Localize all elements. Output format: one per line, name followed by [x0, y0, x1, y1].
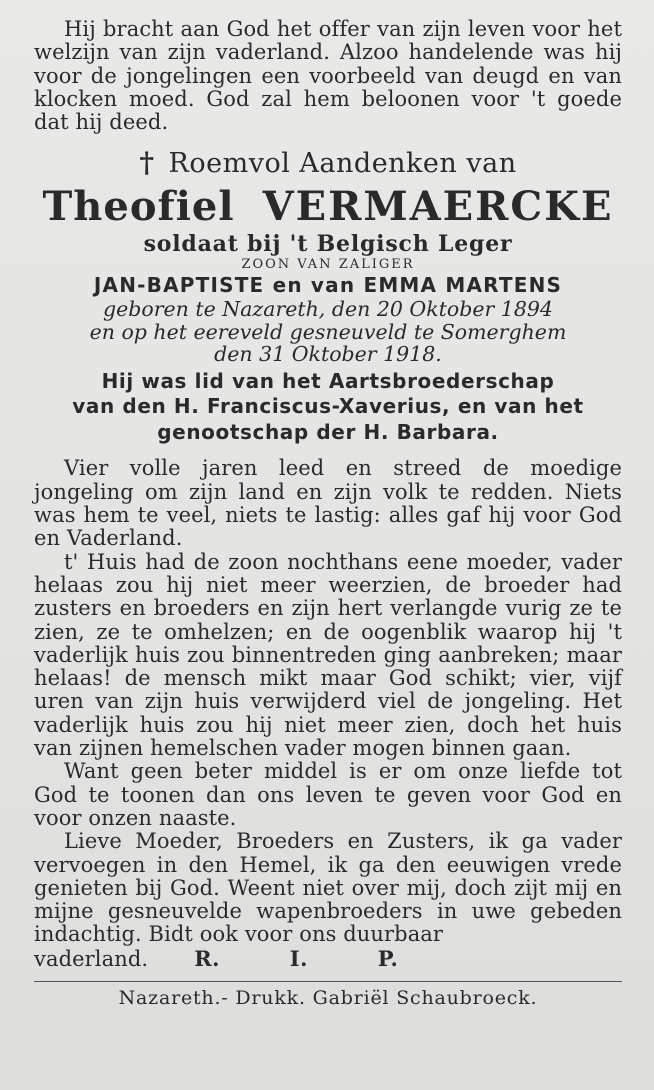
parents-names: JAN-BAPTISTE en van EMMA MARTENS [93, 273, 563, 298]
memorial-text: Roemvol Aandenken van [168, 148, 517, 180]
closing-word: vaderland. [34, 946, 149, 971]
membership-line: Hij was lid van het Aartsbroederschap [101, 368, 555, 393]
rip-letter: P. [377, 945, 399, 971]
intro-paragraph [34, 18, 622, 134]
intro-line: het welzijn van zijn vaderland. Alzoo handelende [34, 17, 622, 65]
body-paragraph: Want geen beter middel is er om onze liefde tot God te toonen dan ons leven te geven voor God en voor onzen naaste. [34, 759, 622, 830]
death-date-line: den 31 Oktober 1918. [214, 342, 442, 367]
rip-letter: R. [194, 945, 220, 971]
body-paragraph: Lieve Moeder, Broeders en Zusters, ik ga vader vervoegen in den Hemel, ik ga den eeuwigen vrede genieten bij God. Weent niet over mij, doch zijt mij en mijne gesneuvelde wapenbroeders in uwe gebeden indachtig. Bidt ook voor ons duurbaar [34, 829, 622, 947]
birth-line: geboren te Nazareth, den 20 Oktober 1894 [103, 297, 553, 322]
son-of-label: ZOON VAN ZALIGER [241, 257, 415, 273]
military-rank: soldaat bij 't Belgisch Leger [143, 231, 513, 258]
first-name: Theofiel [42, 183, 235, 231]
printer-credit: Nazareth.- Drukk. Gabriël Schaubroeck. [118, 987, 538, 1010]
membership-block [34, 369, 622, 446]
intro-line: 't goede dat hij deed. [34, 86, 622, 135]
intro-line: was hij voor de jongelingen een voorbeeld van deugd [34, 40, 622, 88]
membership-line: genootschap der H. Barbara. [157, 419, 499, 444]
deceased-name [34, 183, 622, 231]
body-paragraph: Vier volle jaren leed en streed de moedige jongeling om zijn land en zijn volk te redden. Niets was hem te veel, niets te lastig: alles gaf hij voor God en Vaderland. [34, 456, 622, 551]
body-text [34, 457, 622, 971]
membership-line: van den H. Franciscus-Xaverius, en van het [72, 394, 584, 419]
intro-line: en van klocken moed. God zal hem beloonen voor [34, 63, 623, 111]
cross-icon: † [139, 146, 155, 180]
rip-abbreviation [148, 947, 398, 970]
memorial-heading [34, 146, 622, 181]
intro-line: Hij bracht aan God het offer van zijn leven voor [64, 17, 581, 41]
rip-letter: I. [289, 945, 308, 971]
death-line: en op het eereveld gesneuveld te Somerghem [89, 319, 567, 344]
life-dates [34, 298, 622, 366]
body-paragraph: t' Huis had de zoon nochthans eene moeder, vader helaas zou hij niet meer weerzien, de broeder had zusters en broeders en zijn hert verlangde vurig ze te zien, ze te omhelzen; en de oogenblik waarop hij 't vaderlijk huis zou binnentreden ging aanbreken; maar helaas! de mensch mikt maar God schikt; vier, vijf uren van zijn huis verwijderd viel de jongeling. Het vaderlijk huis zou hij niet meer zien, doch het huis van zijnen hemelschen vader mogen binnen gaan. [34, 549, 622, 761]
surname: VERMAERCKE [262, 183, 614, 231]
closing-line [34, 947, 622, 971]
